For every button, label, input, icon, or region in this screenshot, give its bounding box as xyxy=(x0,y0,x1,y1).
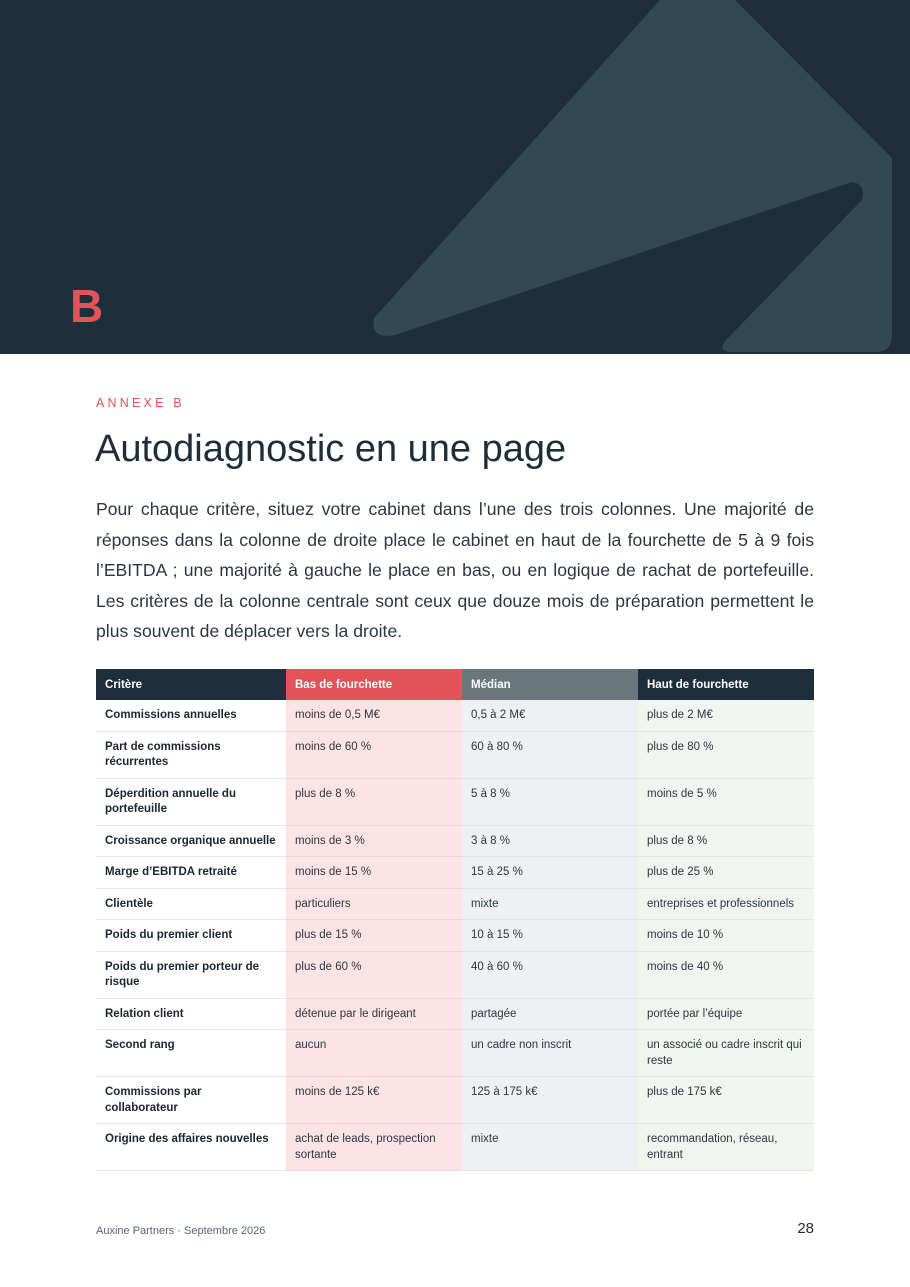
low-range-cell: plus de 60 % xyxy=(286,951,462,998)
median-cell: mixte xyxy=(462,1124,638,1171)
table-row xyxy=(96,857,814,889)
page-number: 28 xyxy=(797,1220,814,1237)
header-low-range: Bas de fourchette xyxy=(286,669,462,700)
median-cell: mixte xyxy=(462,888,638,920)
criterion-cell: Poids du premier porteur de risque xyxy=(96,951,286,998)
median-cell: 125 à 175 k€ xyxy=(462,1077,638,1124)
high-range-cell: moins de 5 % xyxy=(638,778,814,825)
high-range-cell: moins de 40 % xyxy=(638,951,814,998)
footer-publisher: Auxine Partners · Septembre 2026 xyxy=(96,1225,266,1237)
table-header-row xyxy=(96,669,814,700)
high-range-cell: plus de 80 % xyxy=(638,731,814,778)
section-eyebrow: ANNEXE B xyxy=(96,396,185,410)
table-row xyxy=(96,731,814,778)
table-row xyxy=(96,825,814,857)
criterion-cell: Déperdition annuelle du portefeuille xyxy=(96,778,286,825)
criterion-cell: Relation client xyxy=(96,998,286,1030)
criterion-cell: Clientèle xyxy=(96,888,286,920)
high-range-cell: moins de 10 % xyxy=(638,920,814,952)
table-row xyxy=(96,1077,814,1124)
header-criterion: Critère xyxy=(96,669,286,700)
low-range-cell: aucun xyxy=(286,1030,462,1077)
low-range-cell: moins de 125 k€ xyxy=(286,1077,462,1124)
table-row xyxy=(96,920,814,952)
high-range-cell: plus de 8 % xyxy=(638,825,814,857)
high-range-cell: plus de 25 % xyxy=(638,857,814,889)
table-body xyxy=(96,700,814,1171)
low-range-cell: particuliers xyxy=(286,888,462,920)
table-row xyxy=(96,951,814,998)
table-row xyxy=(96,888,814,920)
criterion-cell: Marge d’EBITDA retraité xyxy=(96,857,286,889)
criterion-cell: Croissance organique annuelle xyxy=(96,825,286,857)
low-range-cell: plus de 15 % xyxy=(286,920,462,952)
table-row xyxy=(96,1124,814,1171)
low-range-cell: détenue par le dirigeant xyxy=(286,998,462,1030)
header-high-range: Haut de fourchette xyxy=(638,669,814,700)
criterion-cell: Commissions annuelles xyxy=(96,700,286,731)
median-cell: un cadre non inscrit xyxy=(462,1030,638,1077)
criterion-cell: Poids du premier client xyxy=(96,920,286,952)
median-cell: 15 à 25 % xyxy=(462,857,638,889)
self-diagnostic-table xyxy=(96,669,814,1171)
criterion-cell: Part de commissions récurrentes xyxy=(96,731,286,778)
low-range-cell: moins de 15 % xyxy=(286,857,462,889)
low-range-cell: moins de 3 % xyxy=(286,825,462,857)
median-cell: 40 à 60 % xyxy=(462,951,638,998)
median-cell: 10 à 15 % xyxy=(462,920,638,952)
chapter-letter: B xyxy=(70,280,104,332)
table-row xyxy=(96,700,814,731)
table-row xyxy=(96,778,814,825)
decorative-arrow-shape xyxy=(0,0,910,354)
high-range-cell: recommandation, réseau, entrant xyxy=(638,1124,814,1171)
median-cell: 3 à 8 % xyxy=(462,825,638,857)
header-median: Médian xyxy=(462,669,638,700)
high-range-cell: plus de 175 k€ xyxy=(638,1077,814,1124)
low-range-cell: plus de 8 % xyxy=(286,778,462,825)
high-range-cell: entreprises et professionnels xyxy=(638,888,814,920)
median-cell: 0,5 à 2 M€ xyxy=(462,700,638,731)
table-row xyxy=(96,998,814,1030)
high-range-cell: portée par l’équipe xyxy=(638,998,814,1030)
median-cell: 5 à 8 % xyxy=(462,778,638,825)
high-range-cell: plus de 2 M€ xyxy=(638,700,814,731)
low-range-cell: achat de leads, prospection sortante xyxy=(286,1124,462,1171)
low-range-cell: moins de 60 % xyxy=(286,731,462,778)
median-cell: 60 à 80 % xyxy=(462,731,638,778)
low-range-cell: moins de 0,5 M€ xyxy=(286,700,462,731)
table-row xyxy=(96,1030,814,1077)
criterion-cell: Origine des affaires nouvelles xyxy=(96,1124,286,1171)
criterion-cell: Commissions par collaborateur xyxy=(96,1077,286,1124)
chapter-banner xyxy=(0,0,910,354)
intro-paragraph: Pour chaque critère, situez votre cabinet dans l’une des trois colonnes. Une majorité de réponses dans la colonne de droite place le cabinet en haut de la fourchette de 5 à 9 fois l’EBITDA ; une majorité à gauche le place en bas, ou en logique de rachat de portefeuille. Les critères de la colonne centrale sont ceux que douze mois de préparation permettent le plus souvent de déplacer vers la droite. xyxy=(96,499,814,642)
high-range-cell: un associé ou cadre inscrit qui reste xyxy=(638,1030,814,1077)
page-title: Autodiagnostic en une page xyxy=(95,428,567,470)
criterion-cell: Second rang xyxy=(96,1030,286,1077)
median-cell: partagée xyxy=(462,998,638,1030)
